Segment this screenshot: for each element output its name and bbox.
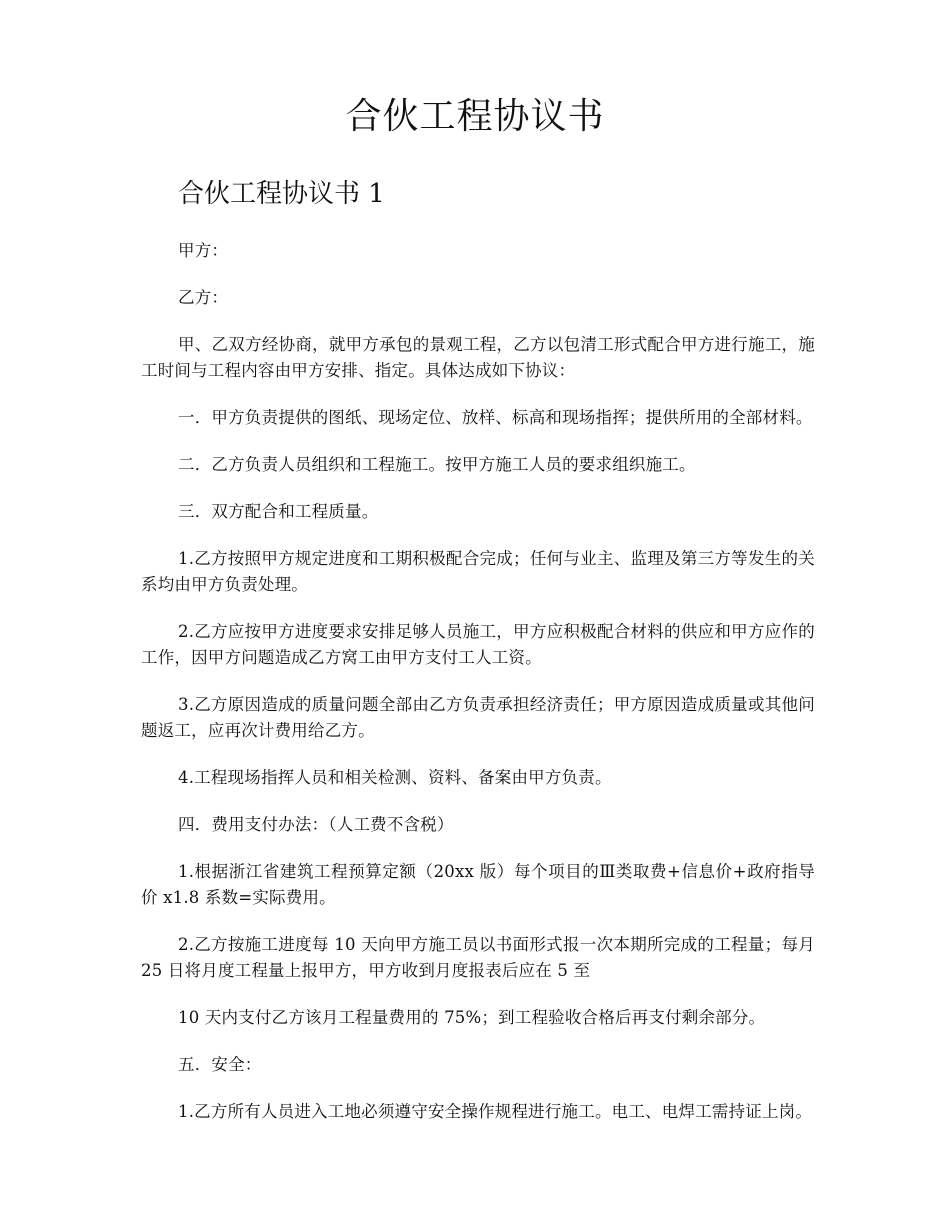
paragraph-clause-4-1: 1.根据浙江省建筑工程预算定额（20xx 版）每个项目的Ⅲ类取费+信息价+政府指导价 x1.8 系数=实际费用。: [141, 862, 815, 907]
document-title: 合伙工程协议书: [345, 96, 605, 137]
paragraph-clause-3: 三．双方配合和工程质量。: [178, 502, 379, 521]
paragraph-intro: 甲、乙双方经协商，就甲方承包的景观工程，乙方以包清工形式配合甲方进行施工，施工时间与工程内容由甲方安排、指定。具体达成如下协议：: [141, 335, 815, 380]
paragraph-clause-3-3: 3.乙方原因造成的质量问题全部由乙方负责承担经济责任；甲方原因造成质量或其他问题返工，应再次计费用给乙方。: [141, 695, 815, 740]
paragraph-clause-5-1: 1.乙方所有人员进入工地必须遵守安全操作规程进行施工。电工、电焊工需持证上岗。: [178, 1102, 813, 1121]
paragraph-clause-4-2-cont: 10 天内支付乙方该月工程量费用的 75%；到工程验收合格后再支付剩余部分。: [178, 1008, 766, 1027]
paragraph-clause-3-4: 4.工程现场指挥人员和相关检测、资料、备案由甲方负责。: [178, 768, 612, 787]
paragraph-clause-2: 二．乙方负责人员组织和工程施工。按甲方施工人员的要求组织施工。: [178, 455, 696, 474]
paragraph-clause-1: 一．甲方负责提供的图纸、现场定位、放样、标高和现场指挥；提供所用的全部材料。: [178, 408, 813, 427]
paragraph-clause-4: 四．费用支付办法：（人工费不含税）: [178, 815, 454, 834]
paragraph-clause-3-2: 2.乙方应按甲方进度要求安排足够人员施工，甲方应积极配合材料的供应和甲方应作的工作，因甲方问题造成乙方窝工由甲方支付工人工资。: [141, 622, 815, 667]
paragraph-clause-5: 五．安全：: [178, 1055, 262, 1074]
paragraph-party-b: 乙方：: [178, 288, 229, 307]
document-body: [141, 238, 815, 1146]
paragraph-party-a: 甲方：: [178, 241, 229, 260]
section-title: 合伙工程协议书 1: [178, 179, 385, 209]
paragraph-clause-4-2: 2.乙方按施工进度每 10 天向甲方施工员以书面形式报一次本期所完成的工程量；每月 25 日将月度工程量上报甲方，甲方收到月度报表后应在 5 至: [141, 935, 815, 980]
paragraph-clause-3-1: 1.乙方按照甲方规定进度和工期积极配合完成；任何与业主、监理及第三方等发生的关系均由甲方负责处理。: [141, 549, 815, 594]
